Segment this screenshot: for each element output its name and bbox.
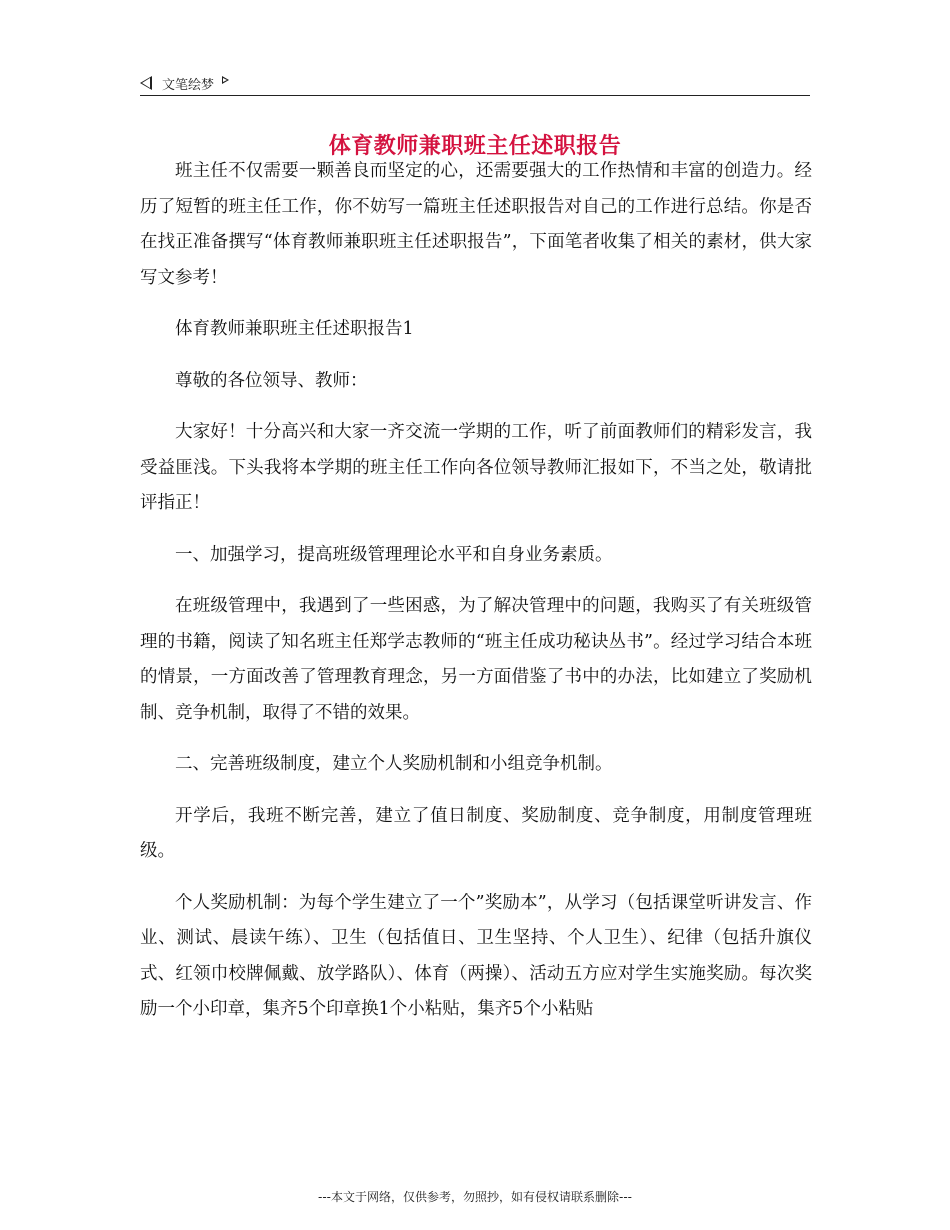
triangle-right-icon bbox=[222, 76, 229, 84]
document-title: 体育教师兼职班主任述职报告 bbox=[328, 133, 622, 159]
paragraph-section-2-heading: 二、完善班级制度，建立个人奖励机制和小组竞争机制。 bbox=[175, 754, 613, 774]
paragraph-intro: 班主任不仅需要一颗善良而坚定的心，还需要强大的工作热情和丰富的创造力。经历了短暂的班主任工作，你不妨写一篇班主任述职报告对自己的工作进行总结。你是否在找正准备撰写“体育教师兼职班主任述职报告”，下面笔者收集了相关的素材，供大家写文参考！ bbox=[140, 161, 812, 288]
paragraph-report-heading: 体育教师兼职班主任述职报告1 bbox=[175, 319, 414, 339]
document-footer: ---本文于网络，仅供参考，勿照抄，如有侵权请联系删除--- bbox=[318, 1190, 632, 1204]
header-brand: 文笔绘梦 bbox=[162, 77, 215, 93]
paragraph-salutation: 尊敬的各位领导、教师： bbox=[175, 370, 368, 391]
paragraph-greeting: 大家好！十分高兴和大家一齐交流一学期的工作，听了前面教师们的精彩发言，我受益匪浅。下头我将本学期的班主任工作向各位领导教师汇报如下，不当之处，敬请批评指正！ bbox=[140, 422, 812, 513]
paragraph-reward-mechanism: 个人奖励机制：为每个学生建立了一个”奖励本”，从学习（包括课堂听讲发言、作业、测试、晨读午练）、卫生（包括值日、卫生坚持、个人卫生）、纪律（包括升旗仪式、红领巾校牌佩戴、放学路队）、体育（两操）、活动五方应对学生实施奖励。每次奖励一个小印章，集齐5个印章换1个小粘贴，集齐5个小粘贴 bbox=[140, 892, 812, 1019]
triangle-left-icon bbox=[140, 76, 152, 90]
header-divider bbox=[140, 95, 810, 96]
paragraph-section-2-body: 开学后，我班不断完善，建立了值日制度、奖励制度、竞争制度，用制度管理班级。 bbox=[140, 805, 812, 861]
document-body bbox=[140, 154, 812, 1044]
paragraph-section-1-heading: 一、加强学习，提高班级管理理论水平和自身业务素质。 bbox=[175, 544, 613, 565]
document-header bbox=[140, 72, 810, 94]
paragraph-section-1-body: 在班级管理中，我遇到了一些困惑，为了解决管理中的问题，我购买了有关班级管理的书籍，阅读了知名班主任郑学志教师的“班主任成功秘诀丛书”。经过学习结合本班的情景，一方面改善了管理教育理念，另一方面借鉴了书中的办法，比如建立了奖励机制、竞争机制，取得了不错的效果。 bbox=[140, 596, 812, 723]
